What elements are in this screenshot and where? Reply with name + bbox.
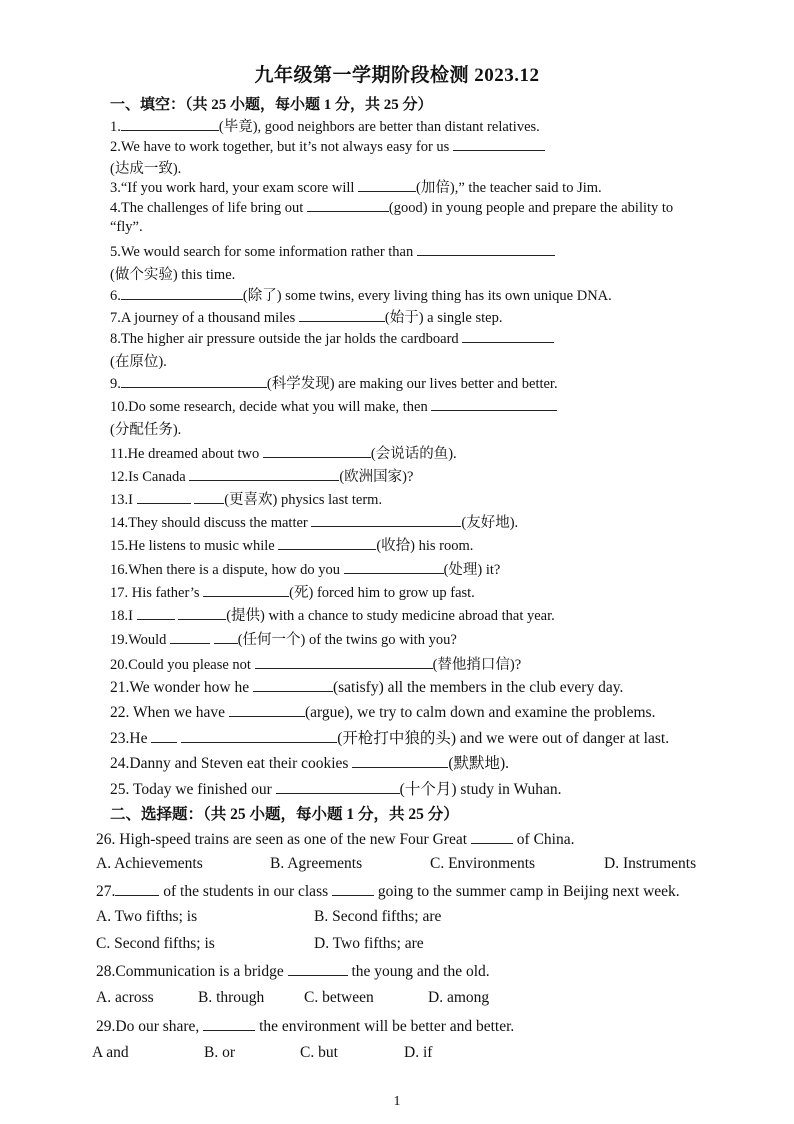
question-8-cont: (在原位). [110, 354, 167, 370]
page-number: 1 [393, 1094, 401, 1109]
question-13: 13.I (更喜欢) physics last term. [110, 488, 382, 509]
question-26: 26. High-speed trains are seen as one of the new Four Great of China. [96, 831, 575, 848]
question-15: 15.He listens to music while (收拾) his room. [110, 534, 473, 555]
question-28: 28.Communication is a bridge the young and the old. [96, 963, 490, 980]
answer-blank[interactable] [276, 779, 400, 794]
question-8: 8.The higher air pressure outside the jar holds the cardboard [110, 328, 554, 348]
question-25: 25. Today we finished our (十个月) study in Wuhan. [110, 781, 562, 798]
answer-blank[interactable] [121, 285, 243, 300]
question-21: 21.We wonder how he (satisfy) all the members in the club every day. [110, 679, 624, 696]
answer-blank[interactable] [137, 605, 175, 620]
option-c[interactable]: C. Environments [430, 855, 536, 872]
answer-blank[interactable] [471, 829, 513, 844]
answer-blank[interactable] [229, 702, 305, 717]
option-d[interactable]: D. among [428, 989, 490, 1006]
option-b[interactable]: B. through [198, 989, 265, 1006]
option-b[interactable]: B. or [204, 1044, 235, 1061]
answer-blank[interactable] [121, 116, 219, 131]
option-b[interactable]: B. Agreements [270, 855, 363, 872]
option-a[interactable]: A. across [96, 989, 154, 1006]
option-d[interactable]: D. if [404, 1044, 433, 1061]
answer-blank[interactable] [214, 629, 238, 644]
question-23: 23.He (开枪打中狼的头) and we were out of danger at last. [110, 730, 670, 747]
question-5-cont: (做个实验) this time. [110, 267, 236, 283]
answer-blank[interactable] [462, 328, 554, 343]
question-24: 24.Danny and Steven eat their cookies (默默地). [110, 755, 510, 772]
answer-blank[interactable] [137, 489, 191, 504]
option-a[interactable]: A and [92, 1044, 129, 1061]
question-9: 9. (科学发现) are making our lives better and better. [110, 372, 558, 393]
option-c[interactable]: C. between [304, 989, 374, 1006]
answer-blank[interactable] [115, 881, 159, 896]
answer-blank[interactable] [203, 582, 289, 597]
answer-blank[interactable] [253, 677, 333, 692]
answer-blank[interactable] [352, 753, 448, 768]
question-4: 4.The challenges of life bring out (good) in young people and prepare the ability to [110, 197, 673, 217]
answer-blank[interactable] [178, 605, 226, 620]
answer-blank[interactable] [332, 881, 374, 896]
question-1: 1. (毕竟), good neighbors are better than distant relatives. [110, 115, 540, 136]
answer-blank[interactable] [170, 629, 210, 644]
question-18: 18.I (提供) with a chance to study medicine abroad that year. [110, 604, 555, 625]
answer-blank[interactable] [203, 1016, 255, 1031]
page-title: 九年级第一学期阶段检测 2023.12 [254, 65, 540, 86]
question-2: 2.We have to work together, but it’s not always easy for us [110, 136, 545, 156]
question-27: 27. of the students in our class going to the summer camp in Beijing next week. [96, 883, 680, 900]
answer-blank[interactable] [307, 197, 389, 212]
question-16: 16.When there is a dispute, how do you (处理) it? [110, 558, 500, 579]
question-20: 20.Could you please not (替他捎口信)? [110, 653, 521, 674]
answer-blank[interactable] [344, 559, 444, 574]
section-heading-multiple-choice: 二、选择题：（共 25 小题，每小题 1 分，共 25 分） [110, 806, 459, 823]
question-11: 11.He dreamed about two (会说话的鱼). [110, 442, 457, 463]
question-4-cont: “fly”. [110, 219, 143, 235]
option-d[interactable]: D. Two fifths; are [314, 935, 424, 952]
option-a[interactable]: A. Two fifths; is [96, 908, 198, 925]
question-5: 5.We would search for some information rather than [110, 241, 555, 261]
answer-blank[interactable] [299, 307, 385, 322]
option-c[interactable]: C. but [300, 1044, 338, 1061]
question-19: 19.Would (任何一个) of the twins go with you? [110, 628, 457, 649]
answer-blank[interactable] [358, 177, 416, 192]
option-d[interactable]: D. Instruments [604, 855, 697, 872]
answer-blank[interactable] [263, 443, 371, 458]
question-17: 17. His father’s (死) forced him to grow up fast. [110, 581, 475, 602]
question-10-cont: (分配任务). [110, 422, 182, 438]
question-2-hint: (达成一致). [110, 161, 182, 177]
answer-blank[interactable] [189, 466, 339, 481]
answer-blank[interactable] [417, 241, 555, 256]
answer-blank[interactable] [311, 512, 461, 527]
section-heading-fill-in: 一、填空：（共 25 小题，每小题 1 分，共 25 分） [110, 97, 433, 113]
question-6: 6. (除了) some twins, every living thing has its own unique DNA. [110, 284, 612, 305]
question-7: 7.A journey of a thousand miles (始于) a single step. [110, 306, 502, 327]
question-12: 12.Is Canada (欧洲国家)? [110, 465, 413, 486]
question-3: 3.“If you work hard, your exam score will (加倍),” the teacher said to Jim. [110, 176, 602, 197]
option-a[interactable]: A. Achievements [96, 855, 203, 872]
option-c[interactable]: C. Second fifths; is [96, 935, 215, 952]
answer-blank[interactable] [453, 136, 545, 151]
answer-blank[interactable] [151, 728, 177, 743]
answer-blank[interactable] [194, 489, 224, 504]
question-14: 14.They should discuss the matter (友好地). [110, 511, 518, 532]
answer-blank[interactable] [431, 396, 557, 411]
question-22: 22. When we have (argue), we try to calm down and examine the problems. [110, 704, 656, 721]
question-29: 29.Do our share, the environment will be better and better. [96, 1018, 515, 1035]
answer-blank[interactable] [181, 728, 337, 743]
option-b[interactable]: B. Second fifths; are [314, 908, 442, 925]
answer-blank[interactable] [288, 961, 348, 976]
answer-blank[interactable] [278, 535, 376, 550]
answer-blank[interactable] [121, 373, 267, 388]
answer-blank[interactable] [255, 654, 433, 669]
question-10: 10.Do some research, decide what you will make, then [110, 396, 557, 416]
